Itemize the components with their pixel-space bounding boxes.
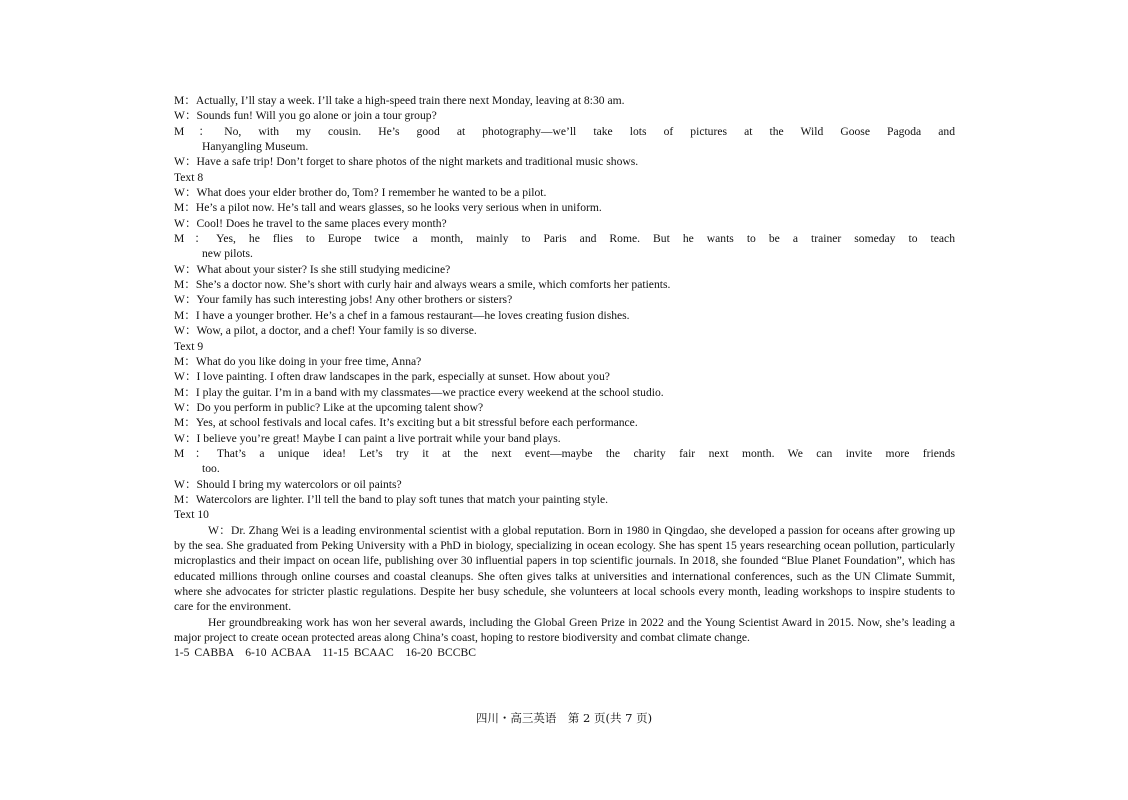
- text7-dialogue: [174, 93, 955, 170]
- dialogue-line: M：No, with my cousin. He’s good at photography—we’ll take lots of pictures at the Wild Goose Pagoda and: [174, 124, 955, 138]
- page-footer: 四川・高三英语 第 2 页(共 7 页): [475, 711, 653, 725]
- text9-heading: Text 9: [174, 339, 204, 353]
- dialogue-line: M：I play the guitar. I’m in a band with my classmates—we practice every weekend at the school studio.: [174, 385, 664, 399]
- dialogue-line: M：What do you like doing in your free time, Anna?: [174, 354, 422, 368]
- dialogue-line: M：Yes, at school festivals and local cafes. It’s exciting but a bit stressful before each performance.: [174, 416, 638, 430]
- dialogue-line: W：Should I bring my watercolors or oil paints?: [174, 477, 402, 491]
- dialogue-line: W：I love painting. I often draw landscapes in the park, especially at sunset. How about you?: [174, 370, 610, 384]
- text10-monologue: [174, 523, 955, 646]
- dialogue-line: M：She’s a doctor now. She’s short with curly hair and always wears a smile, which comforts her patients.: [174, 278, 671, 292]
- text10-heading: Text 10: [174, 508, 209, 522]
- dialogue-line: M：Watercolors are lighter. I’ll tell the band to play soft tunes that match your painting style.: [174, 492, 609, 506]
- monologue-paragraph: W：Dr. Zhang Wei is a leading environmental scientist with a global reputation. Born in 1980 in Qingdao, she developed a passion for oceans after growing up by the sea. She graduated from Peking University with a PhD in biology, specializing in ocean ecology. She has spent 15 years researching ocean pollution, particularly microplastics and their impact on ocean life, publishing over 30 influential papers in top scientific journals. In 2018, she founded “Blue Planet Foundation”, which has educated millions through online courses and coastal cleanups. She often gives talks at universities and international conferences, such as the UN Climate Summit, where she advocates for stricter plastic regulations. Despite her busy schedule, she volunteers at local schools every month, leading workshops to inspire students to care for the environment.: [174, 523, 955, 614]
- dialogue-line-continued: Hanyangling Museum.: [202, 140, 309, 154]
- dialogue-line: M：Actually, I’ll stay a week. I’ll take a high-speed train there next Monday, leaving at 8:30 am.: [174, 94, 625, 107]
- answer-key: 1-5 CABBA 6-10 ACBAA 11-15 BCAAC 16-20 BCCBC: [174, 646, 476, 660]
- dialogue-line: W：What does your elder brother do, Tom? I remember he wanted to be a pilot.: [174, 186, 547, 200]
- document-page: [174, 93, 955, 661]
- dialogue-line: W：I believe you’re great! Maybe I can paint a live portrait while your band plays.: [174, 431, 561, 445]
- dialogue-line: W：Sounds fun! Will you go alone or join a tour group?: [174, 109, 437, 123]
- text9-dialogue: [174, 354, 955, 507]
- dialogue-line-continued: new pilots.: [202, 247, 253, 261]
- text8-heading: Text 8: [174, 170, 204, 184]
- dialogue-line: M：That’s a unique idea! Let’s try it at the next event—maybe the charity fair next month. We can invite more friends: [174, 446, 955, 460]
- dialogue-line: W：Wow, a pilot, a doctor, and a chef! Your family is so diverse.: [174, 324, 477, 338]
- dialogue-line: M：I have a younger brother. He’s a chef in a famous restaurant—he loves creating fusion dishes.: [174, 308, 630, 322]
- dialogue-line: W：What about your sister? Is she still studying medicine?: [174, 262, 451, 276]
- monologue-paragraph: Her groundbreaking work has won her several awards, including the Global Green Prize in 2022 and the Young Scientist Award in 2015. Now, she’s leading a major project to create ocean protected areas along China’s coast, hoping to restore biodiversity and combat climate change.: [174, 615, 955, 645]
- dialogue-line: W：Cool! Does he travel to the same places every month?: [174, 216, 447, 230]
- dialogue-line: W：Your family has such interesting jobs! Any other brothers or sisters?: [174, 293, 513, 307]
- text8-dialogue: [174, 185, 955, 338]
- dialogue-line-continued: too.: [202, 462, 220, 476]
- dialogue-line: W：Have a safe trip! Don’t forget to share photos of the night markets and traditional music shows.: [174, 155, 639, 169]
- dialogue-line: M：Yes, he flies to Europe twice a month, mainly to Paris and Rome. But he wants to be a trainer someday to teach: [174, 232, 955, 246]
- dialogue-line: M：He’s a pilot now. He’s tall and wears glasses, so he looks very serious when in uniform.: [174, 201, 602, 215]
- dialogue-line: W：Do you perform in public? Like at the upcoming talent show?: [174, 400, 484, 414]
